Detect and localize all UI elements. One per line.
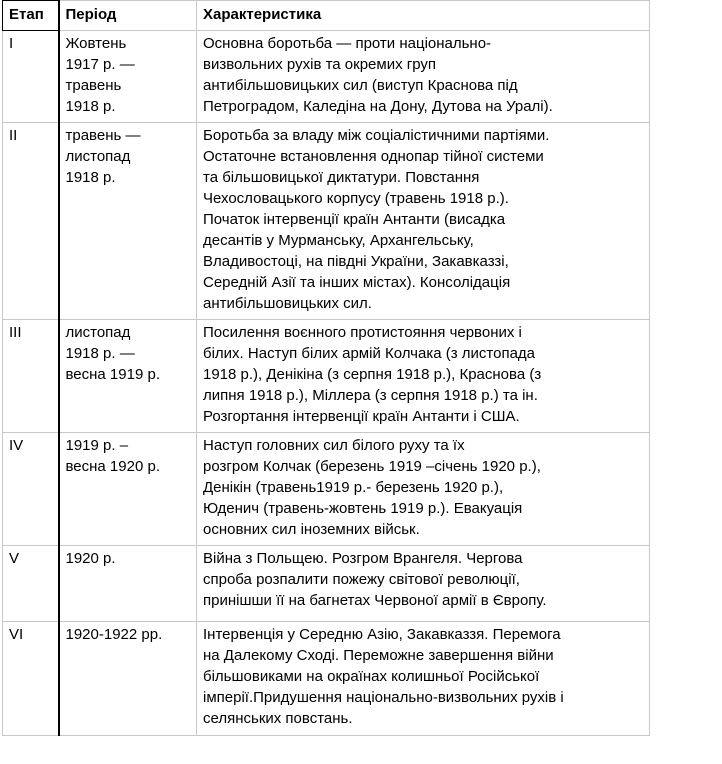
header-description: Характеристика <box>197 1 650 31</box>
period-cell <box>59 123 197 320</box>
description-cell <box>197 546 650 622</box>
stage-cell <box>3 622 59 736</box>
description-cell <box>197 622 650 736</box>
description-cell <box>197 31 650 123</box>
stage-cell <box>3 31 59 123</box>
stage-cell <box>3 123 59 320</box>
period-text: 1919 р. – весна 1920 р. <box>65 437 160 475</box>
period-cell <box>59 31 197 123</box>
table-row <box>3 31 650 123</box>
table-row <box>3 123 650 320</box>
periodization-table <box>2 0 650 736</box>
description-text: Інтервенція у Середню Азію, Закавказзя. Перемога на Далекому Сході. Переможне завершення війни більшовиками на окраїнах колишньої Російської імперії.Придушення національно-визвольних рухів і селянських повстань. <box>203 626 564 727</box>
table-row <box>3 546 650 622</box>
period-cell <box>59 320 197 433</box>
description-cell <box>197 123 650 320</box>
header-stage: Етап <box>3 1 59 31</box>
period-text: 1920 р. <box>65 550 116 567</box>
period-cell <box>59 546 197 622</box>
description-text: Наступ головних сил білого руху та їх розгром Колчак (березень 1919 –січень 1920 р.), Денікін (травень1919 р.- березень 1920 р.), Юденич (травень-жовтень 1919 р.). Евакуація основних сил іноземних військ. <box>203 437 541 538</box>
stage-cell <box>3 433 59 546</box>
stage-label: I <box>9 35 14 52</box>
header-period: Період <box>59 1 197 31</box>
table-row <box>3 320 650 433</box>
stage-label: III <box>9 324 22 341</box>
table-row <box>3 622 650 736</box>
stage-cell <box>3 546 59 622</box>
period-cell <box>59 622 197 736</box>
stage-cell <box>3 320 59 433</box>
stage-label: V <box>9 550 20 567</box>
table-row <box>3 433 650 546</box>
description-text: Боротьба за владу між соціалістичними партіями. Остаточне встановлення однопар тійної системи та більшовицької диктатури. Повстання Чехословацького корпусу (травень 1918 р.). Початок інтервенції країн Антанти (висадка десантів у Мурманську, Архангельську, Владивостоці, на півдні України, Закавказзі, Середній Азії та інших містах). Консолідація антибільшовицьких сил. <box>203 127 550 312</box>
table-header-row <box>3 1 650 31</box>
stage-label: VI <box>9 626 24 643</box>
description-text: Основна боротьба — проти національно- визвольних рухів та окремих груп антибільшовицьких сил (виступ Краснова під Петроградом, Каледіна на Дону, Дутова на Уралі). <box>203 35 553 115</box>
description-cell <box>197 433 650 546</box>
period-text: травень — листопад 1918 р. <box>65 127 141 186</box>
description-text: Війна з Польщею. Розгром Врангеля. Чергова спроба розпалити пожежу світової революції, принішши її на багнетах Червоної армії в Європу. <box>203 550 547 609</box>
stage-label: II <box>9 127 18 144</box>
period-text: Жовтень 1917 р. — травень 1918 р. <box>65 35 135 115</box>
stage-label: IV <box>9 437 24 454</box>
description-cell <box>197 320 650 433</box>
period-text: листопад 1918 р. — весна 1919 р. <box>65 324 160 383</box>
description-text: Посилення воєнного протистояння червоних і білих. Наступ білих армій Колчака (з листопада 1918 р.), Денікіна (з серпня 1918 р.), Краснова (з липня 1918 р.), Міллера (з серпня 1918 р.) та ін. Розгортання інтервенції країн Антанти і США. <box>203 324 542 425</box>
period-cell <box>59 433 197 546</box>
period-text: 1920-1922 рр. <box>65 626 163 643</box>
